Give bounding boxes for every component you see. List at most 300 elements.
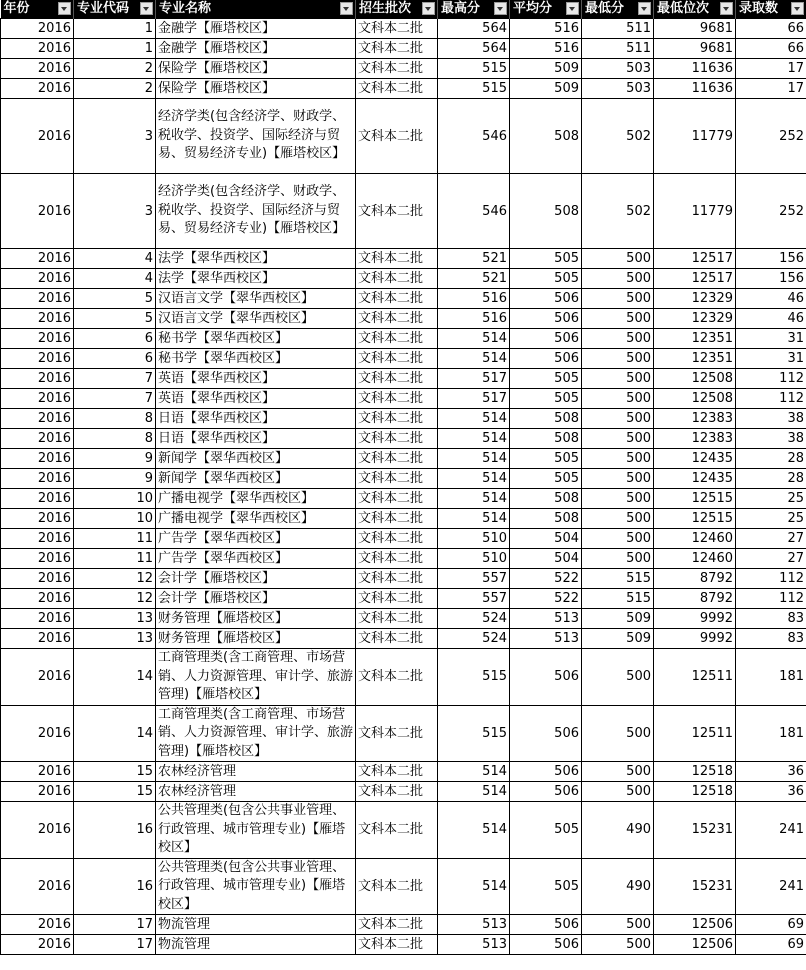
min-rank-cell[interactable]: 12383 — [654, 429, 736, 449]
table-row[interactable] — [1, 329, 806, 349]
batch-cell[interactable]: 文科本二批 — [356, 409, 438, 429]
batch-cell[interactable]: 文科本二批 — [356, 529, 438, 549]
min-score-cell[interactable]: 490 — [582, 858, 654, 915]
major-name-cell[interactable]: 法学【翠华西校区】 — [156, 269, 356, 289]
max-score-cell[interactable]: 546 — [438, 174, 510, 249]
major-code-cell[interactable]: 11 — [74, 529, 156, 549]
table-row[interactable] — [1, 629, 806, 649]
batch-cell[interactable]: 文科本二批 — [356, 449, 438, 469]
year-cell[interactable]: 2016 — [1, 529, 74, 549]
major-code-cell[interactable]: 7 — [74, 389, 156, 409]
year-cell[interactable]: 2016 — [1, 389, 74, 409]
major-name-cell[interactable]: 广告学【翠华西校区】 — [156, 549, 356, 569]
min-rank-cell[interactable]: 9992 — [654, 629, 736, 649]
year-cell[interactable]: 2016 — [1, 409, 74, 429]
filter-dropdown-icon[interactable] — [566, 2, 579, 15]
table-row[interactable] — [1, 59, 806, 79]
admitted-cell[interactable]: 181 — [736, 649, 806, 706]
max-score-cell[interactable]: 557 — [438, 569, 510, 589]
avg-score-cell[interactable]: 505 — [510, 389, 582, 409]
min-score-cell[interactable]: 509 — [582, 609, 654, 629]
admitted-cell[interactable]: 27 — [736, 529, 806, 549]
major-code-cell[interactable]: 5 — [74, 289, 156, 309]
year-cell[interactable]: 2016 — [1, 99, 74, 174]
max-score-cell[interactable]: 510 — [438, 549, 510, 569]
max-score-cell[interactable]: 515 — [438, 79, 510, 99]
min-score-cell[interactable]: 515 — [582, 589, 654, 609]
batch-cell[interactable]: 文科本二批 — [356, 289, 438, 309]
admitted-cell[interactable]: 112 — [736, 589, 806, 609]
max-score-cell[interactable]: 515 — [438, 705, 510, 762]
min-rank-cell[interactable]: 11779 — [654, 99, 736, 174]
year-cell[interactable]: 2016 — [1, 429, 74, 449]
min-rank-cell[interactable]: 12351 — [654, 329, 736, 349]
table-row[interactable] — [1, 802, 806, 859]
table-row[interactable] — [1, 915, 806, 935]
filter-dropdown-icon[interactable] — [140, 2, 153, 15]
major-name-cell[interactable]: 工商管理类(含工商管理、市场营销、人力资源管理、审计学、旅游管理)【雁塔校区】 — [156, 649, 356, 706]
table-row[interactable] — [1, 589, 806, 609]
max-score-cell[interactable]: 513 — [438, 935, 510, 955]
year-cell[interactable]: 2016 — [1, 509, 74, 529]
major-code-cell[interactable]: 10 — [74, 509, 156, 529]
batch-cell[interactable]: 文科本二批 — [356, 915, 438, 935]
major-code-cell[interactable]: 1 — [74, 19, 156, 39]
admitted-cell[interactable]: 241 — [736, 858, 806, 915]
major-name-cell[interactable]: 经济学类(包含经济学、财政学、税收学、投资学、国际经济与贸易、贸易经济专业)【雁塔校区】 — [156, 99, 356, 174]
major-code-cell[interactable]: 16 — [74, 858, 156, 915]
year-cell[interactable]: 2016 — [1, 174, 74, 249]
max-score-cell[interactable]: 514 — [438, 429, 510, 449]
min-rank-cell[interactable]: 12506 — [654, 935, 736, 955]
year-cell[interactable]: 2016 — [1, 449, 74, 469]
table-row[interactable] — [1, 389, 806, 409]
avg-score-cell[interactable]: 509 — [510, 79, 582, 99]
avg-score-cell[interactable]: 505 — [510, 449, 582, 469]
max-score-cell[interactable]: 517 — [438, 389, 510, 409]
min-score-cell[interactable]: 500 — [582, 782, 654, 802]
admitted-cell[interactable]: 83 — [736, 629, 806, 649]
avg-score-cell[interactable]: 506 — [510, 329, 582, 349]
year-cell[interactable]: 2016 — [1, 782, 74, 802]
table-row[interactable] — [1, 369, 806, 389]
max-score-cell[interactable]: 557 — [438, 589, 510, 609]
admitted-cell[interactable]: 66 — [736, 19, 806, 39]
batch-cell[interactable]: 文科本二批 — [356, 469, 438, 489]
batch-cell[interactable]: 文科本二批 — [356, 609, 438, 629]
batch-cell[interactable]: 文科本二批 — [356, 309, 438, 329]
avg-score-cell[interactable]: 516 — [510, 39, 582, 59]
min-score-cell[interactable]: 500 — [582, 309, 654, 329]
avg-score-cell[interactable]: 508 — [510, 489, 582, 509]
min-rank-cell[interactable]: 12508 — [654, 389, 736, 409]
major-code-cell[interactable]: 4 — [74, 269, 156, 289]
batch-cell[interactable]: 文科本二批 — [356, 509, 438, 529]
table-row[interactable] — [1, 469, 806, 489]
major-code-cell[interactable]: 14 — [74, 649, 156, 706]
min-rank-cell[interactable]: 15231 — [654, 802, 736, 859]
max-score-cell[interactable]: 514 — [438, 509, 510, 529]
min-rank-cell[interactable]: 11636 — [654, 59, 736, 79]
table-row[interactable] — [1, 569, 806, 589]
major-name-cell[interactable]: 日语【翠华西校区】 — [156, 429, 356, 449]
admitted-cell[interactable]: 17 — [736, 59, 806, 79]
max-score-cell[interactable]: 513 — [438, 915, 510, 935]
year-cell[interactable]: 2016 — [1, 349, 74, 369]
min-rank-cell[interactable]: 12383 — [654, 409, 736, 429]
table-row[interactable] — [1, 349, 806, 369]
table-row[interactable] — [1, 99, 806, 174]
major-name-cell[interactable]: 工商管理类(含工商管理、市场营销、人力资源管理、审计学、旅游管理)【雁塔校区】 — [156, 705, 356, 762]
min-score-cell[interactable]: 500 — [582, 915, 654, 935]
batch-cell[interactable]: 文科本二批 — [356, 99, 438, 174]
major-name-cell[interactable]: 英语【翠华西校区】 — [156, 369, 356, 389]
admitted-cell[interactable]: 31 — [736, 349, 806, 369]
admitted-cell[interactable]: 181 — [736, 705, 806, 762]
major-name-cell[interactable]: 经济学类(包含经济学、财政学、税收学、投资学、国际经济与贸易、贸易经济专业)【雁塔校区】 — [156, 174, 356, 249]
major-name-cell[interactable]: 法学【翠华西校区】 — [156, 249, 356, 269]
admitted-cell[interactable]: 17 — [736, 79, 806, 99]
admitted-cell[interactable]: 83 — [736, 609, 806, 629]
table-row[interactable] — [1, 489, 806, 509]
batch-cell[interactable]: 文科本二批 — [356, 249, 438, 269]
max-score-cell[interactable]: 515 — [438, 649, 510, 706]
year-cell[interactable]: 2016 — [1, 309, 74, 329]
year-cell[interactable]: 2016 — [1, 858, 74, 915]
admitted-cell[interactable]: 156 — [736, 269, 806, 289]
major-name-cell[interactable]: 广播电视学【翠华西校区】 — [156, 489, 356, 509]
avg-score-cell[interactable]: 522 — [510, 589, 582, 609]
batch-cell[interactable]: 文科本二批 — [356, 269, 438, 289]
min-score-cell[interactable]: 515 — [582, 569, 654, 589]
max-score-cell[interactable]: 564 — [438, 19, 510, 39]
filter-dropdown-icon[interactable] — [422, 2, 435, 15]
batch-cell[interactable]: 文科本二批 — [356, 174, 438, 249]
min-rank-cell[interactable]: 12329 — [654, 309, 736, 329]
table-row[interactable] — [1, 289, 806, 309]
max-score-cell[interactable]: 514 — [438, 329, 510, 349]
admitted-cell[interactable]: 28 — [736, 469, 806, 489]
year-cell[interactable]: 2016 — [1, 329, 74, 349]
min-rank-cell[interactable]: 11779 — [654, 174, 736, 249]
major-code-cell[interactable]: 2 — [74, 59, 156, 79]
avg-score-cell[interactable]: 505 — [510, 802, 582, 859]
min-rank-cell[interactable]: 12511 — [654, 649, 736, 706]
max-score-cell[interactable]: 514 — [438, 349, 510, 369]
major-name-cell[interactable]: 秘书学【翠华西校区】 — [156, 329, 356, 349]
avg-score-cell[interactable]: 504 — [510, 549, 582, 569]
min-rank-cell[interactable]: 8792 — [654, 569, 736, 589]
table-row[interactable] — [1, 19, 806, 39]
min-rank-cell[interactable]: 9681 — [654, 19, 736, 39]
min-rank-cell[interactable]: 12435 — [654, 469, 736, 489]
avg-score-cell[interactable]: 505 — [510, 249, 582, 269]
avg-score-cell[interactable]: 505 — [510, 858, 582, 915]
min-score-cell[interactable]: 500 — [582, 289, 654, 309]
table-row[interactable] — [1, 705, 806, 762]
year-cell[interactable]: 2016 — [1, 705, 74, 762]
batch-cell[interactable]: 文科本二批 — [356, 705, 438, 762]
min-rank-cell[interactable]: 12460 — [654, 529, 736, 549]
admitted-cell[interactable]: 112 — [736, 389, 806, 409]
min-score-cell[interactable]: 500 — [582, 269, 654, 289]
year-cell[interactable]: 2016 — [1, 249, 74, 269]
major-code-cell[interactable]: 2 — [74, 79, 156, 99]
table-row[interactable] — [1, 269, 806, 289]
admitted-cell[interactable]: 36 — [736, 762, 806, 782]
admitted-cell[interactable]: 252 — [736, 99, 806, 174]
min-score-cell[interactable]: 502 — [582, 99, 654, 174]
min-rank-cell[interactable]: 11636 — [654, 79, 736, 99]
min-score-cell[interactable]: 500 — [582, 935, 654, 955]
batch-cell[interactable]: 文科本二批 — [356, 782, 438, 802]
avg-score-cell[interactable]: 505 — [510, 369, 582, 389]
max-score-cell[interactable]: 514 — [438, 449, 510, 469]
avg-score-cell[interactable]: 506 — [510, 935, 582, 955]
avg-score-cell[interactable]: 505 — [510, 269, 582, 289]
table-row[interactable] — [1, 762, 806, 782]
batch-cell[interactable]: 文科本二批 — [356, 329, 438, 349]
admitted-cell[interactable]: 25 — [736, 489, 806, 509]
major-name-cell[interactable]: 农林经济管理 — [156, 762, 356, 782]
table-row[interactable] — [1, 174, 806, 249]
batch-cell[interactable]: 文科本二批 — [356, 349, 438, 369]
batch-cell[interactable]: 文科本二批 — [356, 762, 438, 782]
year-cell[interactable]: 2016 — [1, 762, 74, 782]
avg-score-cell[interactable]: 516 — [510, 19, 582, 39]
major-code-cell[interactable]: 15 — [74, 762, 156, 782]
major-code-cell[interactable]: 17 — [74, 915, 156, 935]
avg-score-cell[interactable]: 522 — [510, 569, 582, 589]
major-name-cell[interactable]: 英语【翠华西校区】 — [156, 389, 356, 409]
max-score-cell[interactable]: 514 — [438, 802, 510, 859]
min-score-cell[interactable]: 500 — [582, 409, 654, 429]
major-name-cell[interactable]: 物流管理 — [156, 935, 356, 955]
min-rank-cell[interactable]: 12460 — [654, 549, 736, 569]
admitted-cell[interactable]: 156 — [736, 249, 806, 269]
year-cell[interactable]: 2016 — [1, 489, 74, 509]
avg-score-cell[interactable]: 508 — [510, 509, 582, 529]
batch-cell[interactable]: 文科本二批 — [356, 59, 438, 79]
filter-dropdown-icon[interactable] — [720, 2, 733, 15]
year-cell[interactable]: 2016 — [1, 79, 74, 99]
max-score-cell[interactable]: 514 — [438, 489, 510, 509]
table-row[interactable] — [1, 935, 806, 955]
avg-score-cell[interactable]: 505 — [510, 469, 582, 489]
max-score-cell[interactable]: 517 — [438, 369, 510, 389]
avg-score-cell[interactable]: 506 — [510, 762, 582, 782]
major-code-cell[interactable]: 8 — [74, 409, 156, 429]
admitted-cell[interactable]: 252 — [736, 174, 806, 249]
min-score-cell[interactable]: 502 — [582, 174, 654, 249]
min-score-cell[interactable]: 503 — [582, 79, 654, 99]
table-row[interactable] — [1, 609, 806, 629]
min-score-cell[interactable]: 500 — [582, 349, 654, 369]
avg-score-cell[interactable]: 504 — [510, 529, 582, 549]
min-rank-cell[interactable]: 12329 — [654, 289, 736, 309]
year-cell[interactable]: 2016 — [1, 935, 74, 955]
avg-score-cell[interactable]: 506 — [510, 782, 582, 802]
admitted-cell[interactable]: 36 — [736, 782, 806, 802]
min-score-cell[interactable]: 490 — [582, 802, 654, 859]
min-rank-cell[interactable]: 12515 — [654, 509, 736, 529]
major-code-cell[interactable]: 10 — [74, 489, 156, 509]
admitted-cell[interactable]: 31 — [736, 329, 806, 349]
min-rank-cell[interactable]: 15231 — [654, 858, 736, 915]
admitted-cell[interactable]: 69 — [736, 935, 806, 955]
major-name-cell[interactable]: 保险学【雁塔校区】 — [156, 59, 356, 79]
min-rank-cell[interactable]: 12517 — [654, 249, 736, 269]
major-name-cell[interactable]: 新闻学【翠华西校区】 — [156, 469, 356, 489]
major-code-cell[interactable]: 5 — [74, 309, 156, 329]
min-score-cell[interactable]: 500 — [582, 529, 654, 549]
min-score-cell[interactable]: 511 — [582, 19, 654, 39]
year-cell[interactable]: 2016 — [1, 589, 74, 609]
major-code-cell[interactable]: 3 — [74, 174, 156, 249]
major-code-cell[interactable]: 13 — [74, 609, 156, 629]
year-cell[interactable]: 2016 — [1, 59, 74, 79]
admitted-cell[interactable]: 28 — [736, 449, 806, 469]
batch-cell[interactable]: 文科本二批 — [356, 549, 438, 569]
admitted-cell[interactable]: 241 — [736, 802, 806, 859]
min-rank-cell[interactable]: 9681 — [654, 39, 736, 59]
year-cell[interactable]: 2016 — [1, 549, 74, 569]
min-score-cell[interactable]: 500 — [582, 449, 654, 469]
min-score-cell[interactable]: 500 — [582, 369, 654, 389]
major-code-cell[interactable]: 14 — [74, 705, 156, 762]
table-row[interactable] — [1, 782, 806, 802]
min-score-cell[interactable]: 500 — [582, 249, 654, 269]
avg-score-cell[interactable]: 506 — [510, 309, 582, 329]
max-score-cell[interactable]: 510 — [438, 529, 510, 549]
major-name-cell[interactable]: 公共管理类(包含公共事业管理、行政管理、城市管理专业)【雁塔校区】 — [156, 802, 356, 859]
major-name-cell[interactable]: 日语【翠华西校区】 — [156, 409, 356, 429]
table-row[interactable] — [1, 429, 806, 449]
filter-dropdown-icon[interactable] — [791, 2, 804, 15]
major-name-cell[interactable]: 新闻学【翠华西校区】 — [156, 449, 356, 469]
admitted-cell[interactable]: 46 — [736, 289, 806, 309]
max-score-cell[interactable]: 514 — [438, 858, 510, 915]
year-cell[interactable]: 2016 — [1, 802, 74, 859]
max-score-cell[interactable]: 514 — [438, 762, 510, 782]
batch-cell[interactable]: 文科本二批 — [356, 19, 438, 39]
batch-cell[interactable]: 文科本二批 — [356, 79, 438, 99]
table-row[interactable] — [1, 509, 806, 529]
table-row[interactable] — [1, 249, 806, 269]
table-row[interactable] — [1, 549, 806, 569]
max-score-cell[interactable]: 521 — [438, 269, 510, 289]
major-code-cell[interactable]: 12 — [74, 589, 156, 609]
major-code-cell[interactable]: 12 — [74, 569, 156, 589]
admitted-cell[interactable]: 112 — [736, 569, 806, 589]
major-name-cell[interactable]: 公共管理类(包含公共事业管理、行政管理、城市管理专业)【雁塔校区】 — [156, 858, 356, 915]
major-name-cell[interactable]: 汉语言文学【翠华西校区】 — [156, 309, 356, 329]
min-score-cell[interactable]: 503 — [582, 59, 654, 79]
major-code-cell[interactable]: 1 — [74, 39, 156, 59]
min-score-cell[interactable]: 500 — [582, 649, 654, 706]
major-name-cell[interactable]: 广播电视学【翠华西校区】 — [156, 509, 356, 529]
batch-cell[interactable]: 文科本二批 — [356, 369, 438, 389]
admitted-cell[interactable]: 27 — [736, 549, 806, 569]
max-score-cell[interactable]: 516 — [438, 289, 510, 309]
major-code-cell[interactable]: 8 — [74, 429, 156, 449]
major-name-cell[interactable]: 物流管理 — [156, 915, 356, 935]
min-rank-cell[interactable]: 12517 — [654, 269, 736, 289]
admitted-cell[interactable]: 38 — [736, 409, 806, 429]
min-score-cell[interactable]: 500 — [582, 489, 654, 509]
admitted-cell[interactable]: 112 — [736, 369, 806, 389]
min-score-cell[interactable]: 509 — [582, 629, 654, 649]
avg-score-cell[interactable]: 513 — [510, 609, 582, 629]
major-name-cell[interactable]: 秘书学【翠华西校区】 — [156, 349, 356, 369]
min-score-cell[interactable]: 500 — [582, 329, 654, 349]
major-code-cell[interactable]: 17 — [74, 935, 156, 955]
max-score-cell[interactable]: 514 — [438, 469, 510, 489]
avg-score-cell[interactable]: 508 — [510, 409, 582, 429]
min-rank-cell[interactable]: 8792 — [654, 589, 736, 609]
max-score-cell[interactable]: 516 — [438, 309, 510, 329]
max-score-cell[interactable]: 514 — [438, 782, 510, 802]
major-name-cell[interactable]: 财务管理【雁塔校区】 — [156, 609, 356, 629]
batch-cell[interactable]: 文科本二批 — [356, 649, 438, 706]
min-rank-cell[interactable]: 12351 — [654, 349, 736, 369]
admitted-cell[interactable]: 69 — [736, 915, 806, 935]
table-row[interactable] — [1, 858, 806, 915]
table-row[interactable] — [1, 449, 806, 469]
avg-score-cell[interactable]: 509 — [510, 59, 582, 79]
min-score-cell[interactable]: 500 — [582, 469, 654, 489]
major-name-cell[interactable]: 保险学【雁塔校区】 — [156, 79, 356, 99]
table-row[interactable] — [1, 79, 806, 99]
filter-dropdown-icon[interactable] — [638, 2, 651, 15]
max-score-cell[interactable]: 546 — [438, 99, 510, 174]
max-score-cell[interactable]: 515 — [438, 59, 510, 79]
avg-score-cell[interactable]: 506 — [510, 649, 582, 706]
major-name-cell[interactable]: 会计学【雁塔校区】 — [156, 589, 356, 609]
avg-score-cell[interactable]: 506 — [510, 915, 582, 935]
avg-score-cell[interactable]: 508 — [510, 99, 582, 174]
admitted-cell[interactable]: 38 — [736, 429, 806, 449]
min-rank-cell[interactable]: 12508 — [654, 369, 736, 389]
year-cell[interactable]: 2016 — [1, 629, 74, 649]
major-code-cell[interactable]: 6 — [74, 329, 156, 349]
table-row[interactable] — [1, 409, 806, 429]
min-rank-cell[interactable]: 12511 — [654, 705, 736, 762]
major-code-cell[interactable]: 4 — [74, 249, 156, 269]
batch-cell[interactable]: 文科本二批 — [356, 429, 438, 449]
major-code-cell[interactable]: 16 — [74, 802, 156, 859]
table-row[interactable] — [1, 309, 806, 329]
admitted-cell[interactable]: 66 — [736, 39, 806, 59]
major-name-cell[interactable]: 金融学【雁塔校区】 — [156, 19, 356, 39]
min-score-cell[interactable]: 500 — [582, 705, 654, 762]
major-code-cell[interactable]: 9 — [74, 469, 156, 489]
major-code-cell[interactable]: 11 — [74, 549, 156, 569]
max-score-cell[interactable]: 564 — [438, 39, 510, 59]
table-row[interactable] — [1, 649, 806, 706]
batch-cell[interactable]: 文科本二批 — [356, 589, 438, 609]
min-rank-cell[interactable]: 12515 — [654, 489, 736, 509]
year-cell[interactable]: 2016 — [1, 289, 74, 309]
min-score-cell[interactable]: 500 — [582, 509, 654, 529]
filter-dropdown-icon[interactable] — [58, 2, 71, 15]
avg-score-cell[interactable]: 508 — [510, 429, 582, 449]
avg-score-cell[interactable]: 506 — [510, 289, 582, 309]
table-row[interactable] — [1, 529, 806, 549]
max-score-cell[interactable]: 524 — [438, 609, 510, 629]
batch-cell[interactable]: 文科本二批 — [356, 858, 438, 915]
min-score-cell[interactable]: 500 — [582, 762, 654, 782]
